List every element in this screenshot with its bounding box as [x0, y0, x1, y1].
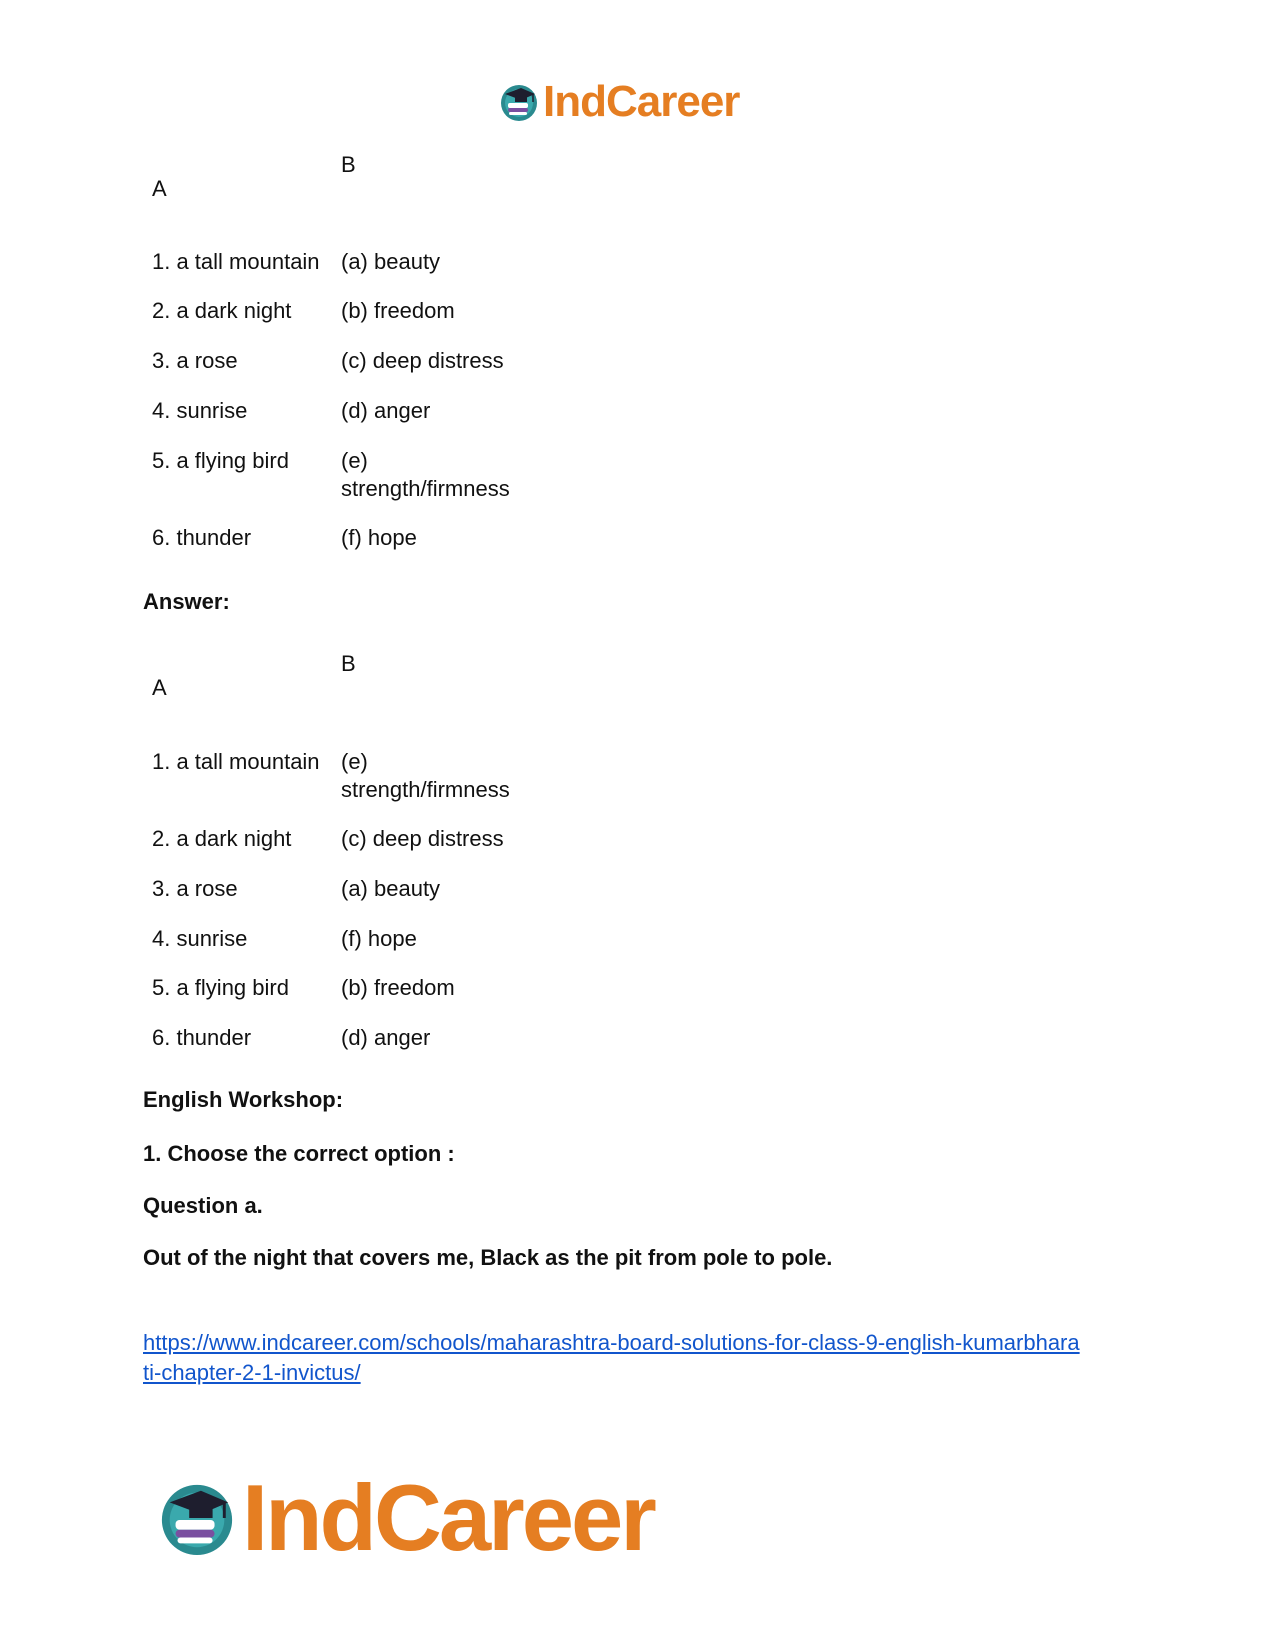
cell-b: (a) beauty — [341, 249, 441, 274]
cell-b: (c) deep distress — [341, 348, 504, 373]
footer-logo — [158, 1465, 654, 1570]
cell-a: 6. thunder — [152, 525, 252, 550]
cell-b: (b) freedom — [341, 975, 455, 1000]
cell-a: 1. a tall mountain — [152, 749, 320, 774]
cell-a: 1. a tall mountain — [152, 249, 320, 274]
book-graduation-cap-icon — [499, 82, 539, 122]
cell-b: (a) beauty — [341, 876, 441, 901]
instruction-text: 1. Choose the correct option : — [143, 1141, 455, 1166]
source-url-line2[interactable]: ti-chapter-2-1-invictus/ — [143, 1360, 361, 1385]
column-a-header: A — [152, 675, 167, 700]
workshop-heading: English Workshop: — [143, 1087, 344, 1112]
cell-b: (b) freedom — [341, 298, 455, 323]
answer-label: Answer: — [143, 589, 230, 614]
header-logo — [499, 78, 739, 126]
column-b-header: B — [341, 152, 356, 177]
cell-b-continued: strength/firmness — [341, 777, 510, 802]
cell-b: (e) — [341, 448, 368, 473]
cell-b: (e) — [341, 749, 368, 774]
cell-b: (f) hope — [341, 926, 417, 951]
logo-text: IndCareer — [242, 1465, 654, 1570]
cell-a: 6. thunder — [152, 1025, 252, 1050]
book-graduation-cap-icon — [158, 1479, 236, 1557]
cell-b: (d) anger — [341, 398, 431, 423]
cell-b: (f) hope — [341, 525, 417, 550]
column-a-header: A — [152, 176, 167, 201]
source-url-link[interactable] — [143, 1328, 1080, 1388]
question-label: Question a. — [143, 1193, 263, 1218]
cell-a: 2. a dark night — [152, 826, 292, 851]
cell-a: 5. a flying bird — [152, 975, 289, 1000]
question-text: Out of the night that covers me, Black as the pit from pole to pole. — [143, 1245, 833, 1270]
cell-b-continued: strength/firmness — [341, 476, 510, 501]
cell-a: 3. a rose — [152, 348, 238, 373]
source-url-line1[interactable]: https://www.indcareer.com/schools/maharashtra-board-solutions-for-class-9-english-kumarbhara — [143, 1330, 1080, 1355]
cell-a: 5. a flying bird — [152, 448, 289, 473]
logo-text: IndCareer — [543, 77, 740, 126]
cell-b: (d) anger — [341, 1025, 431, 1050]
cell-a: 2. a dark night — [152, 298, 292, 323]
cell-a: 4. sunrise — [152, 398, 248, 423]
column-b-header: B — [341, 651, 356, 676]
cell-a: 3. a rose — [152, 876, 238, 901]
cell-b: (c) deep distress — [341, 826, 504, 851]
cell-a: 4. sunrise — [152, 926, 248, 951]
